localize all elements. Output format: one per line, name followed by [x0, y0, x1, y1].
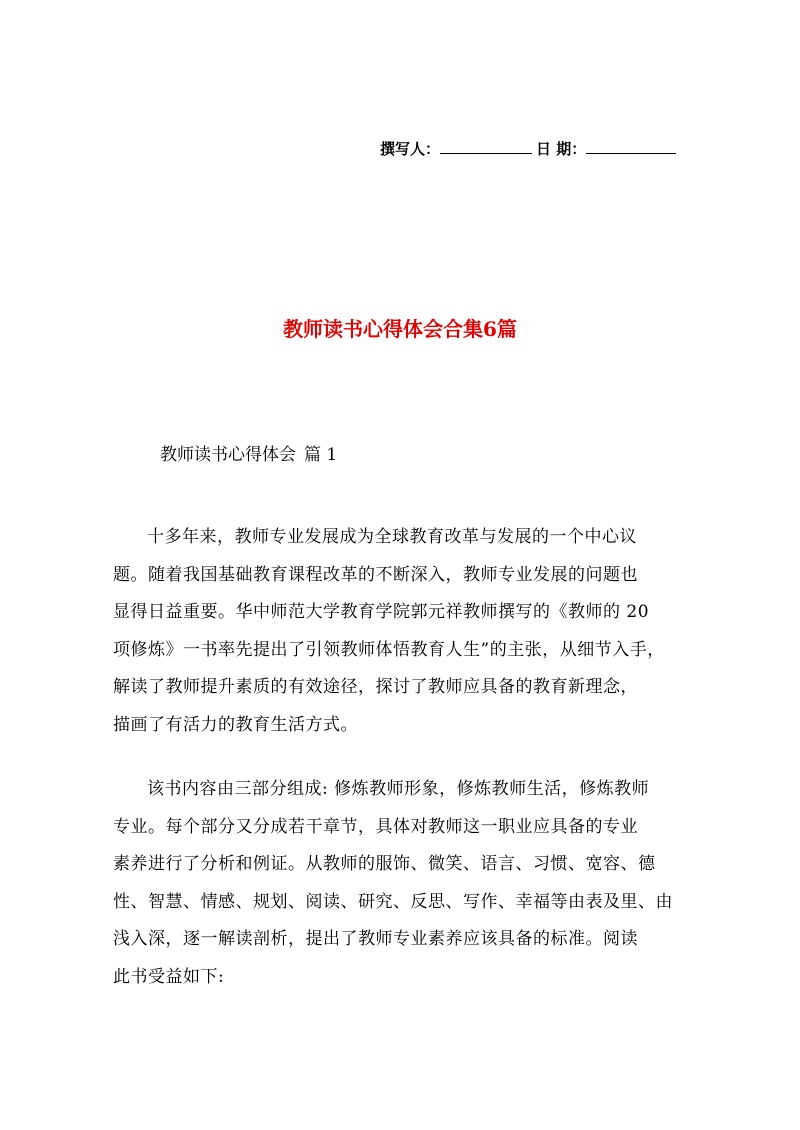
- author-label: 撰写人：: [380, 140, 441, 158]
- paragraph-line: 题。随着我国基础教育课程改革的不断深入，教师专业发展的问题也: [113, 564, 638, 585]
- paragraph-line: 解读了教师提升素质的有效途径，探讨了教师应具备的教育新理念，: [113, 677, 638, 697]
- paragraph-1: [113, 519, 688, 744]
- paragraph-line: 素养进行了分析和例证。从教师的服饰、微笑、语言、习惯、宽容、德: [113, 854, 656, 874]
- document-title: 教师读书心得体会合集6篇: [283, 317, 517, 341]
- paragraph-line: 浅入深，逐一解读剖析，提出了教师专业素养应该具备的标准。阅读: [113, 929, 638, 949]
- date-blank: [586, 139, 676, 154]
- paragraph-line: 项修炼》一书率先提出了引领教师体悟教育人生”的主张，从细节入手，: [113, 639, 665, 660]
- section-heading-text: 教师读书心得体会: [160, 445, 296, 465]
- paragraph-line: 此书受益如下:: [113, 966, 225, 987]
- date-label: 日 期：: [536, 140, 587, 158]
- author-blank: [440, 139, 532, 154]
- author-date-line: [380, 138, 676, 159]
- paragraph-line: 十多年来，教师专业发展成为全球教育改革与发展的一个中心议: [147, 527, 637, 547]
- section-number: 篇 1: [304, 445, 338, 465]
- paragraph-2: [113, 771, 688, 996]
- paragraph-line: 描画了有活力的教育生活方式。: [113, 714, 358, 735]
- paragraph-line: 性、智慧、情感、规划、阅读、研究、反思、写作、幸福等由表及里、由: [113, 891, 673, 912]
- paragraph-line: 专业。每个部分又分成若干章节，具体对教师这一职业应具备的专业: [113, 816, 638, 837]
- paragraph-line: 显得日益重要。华中师范大学教育学院郭元祥教师撰写的《教师的 20: [113, 602, 650, 622]
- section-heading: [160, 440, 337, 465]
- paragraph-line: 该书内容由三部分组成: 修炼教师形象，修炼教师生活，修炼教师: [147, 779, 650, 799]
